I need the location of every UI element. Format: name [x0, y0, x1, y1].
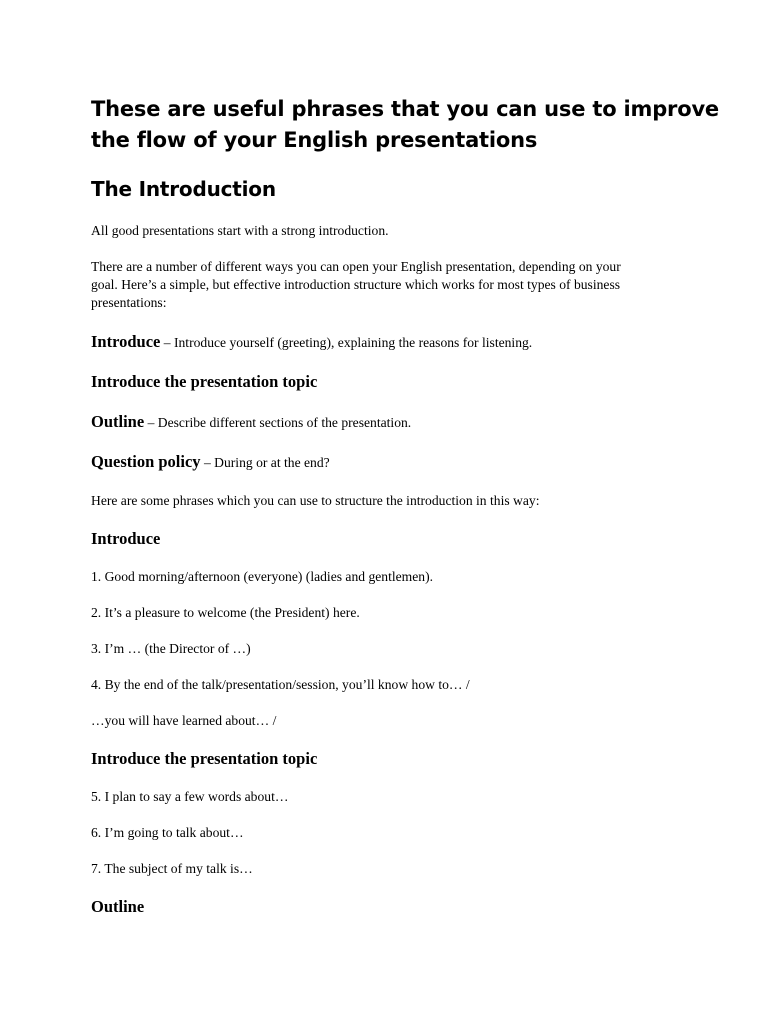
intro-paragraph-2-line-1: There are a number of different ways you can open your English presentation, depending on your — [91, 259, 621, 274]
subheading-outline: Outline — [91, 897, 145, 916]
subheading-introduce: Introduce — [91, 529, 161, 548]
structure-term: Question policy — [91, 452, 201, 471]
phrase-item: 1. Good morning/afternoon (everyone) (ladies and gentlemen). — [91, 569, 433, 584]
structure-term: Outline — [91, 412, 145, 431]
section-heading: The Introduction — [91, 177, 276, 201]
phrase-item: 4. By the end of the talk/presentation/session, you’ll know how to… / — [91, 677, 470, 692]
structure-item-outline — [91, 411, 411, 434]
structure-desc: – Introduce yourself (greeting), explaining the reasons for listening. — [160, 335, 533, 350]
phrase-item: 2. It’s a pleasure to welcome (the President) here. — [91, 605, 360, 620]
phrase-item: 7. The subject of my talk is… — [91, 861, 253, 876]
phrase-item: 5. I plan to say a few words about… — [91, 789, 289, 804]
structure-item-introduce — [91, 331, 532, 354]
phrase-item: 3. I’m … (the Director of …) — [91, 641, 251, 656]
intro-paragraph-2-line-2: goal. Here’s a simple, but effective introduction structure which works for most types of business — [91, 277, 621, 292]
intro-paragraph-1: All good presentations start with a strong introduction. — [91, 223, 389, 238]
phrase-item: 6. I’m going to talk about… — [91, 825, 244, 840]
document-title-line-1: These are useful phrases that you can use to improve — [91, 97, 719, 121]
intro-paragraph-2-line-3: presentations: — [91, 295, 167, 310]
phrases-intro: Here are some phrases which you can use to structure the introduction in this way: — [91, 493, 540, 508]
subheading-topic: Introduce the presentation topic — [91, 749, 318, 768]
structure-item-topic — [91, 371, 317, 393]
document-title-line-2: the flow of your English presentations — [91, 128, 538, 152]
structure-term: Introduce — [91, 332, 161, 351]
structure-item-question-policy — [91, 451, 330, 474]
structure-term: Introduce the presentation topic — [91, 372, 318, 391]
structure-desc: – During or at the end? — [200, 455, 330, 470]
structure-desc: – Describe different sections of the presentation. — [144, 415, 412, 430]
phrase-item: …you will have learned about… / — [91, 713, 277, 728]
